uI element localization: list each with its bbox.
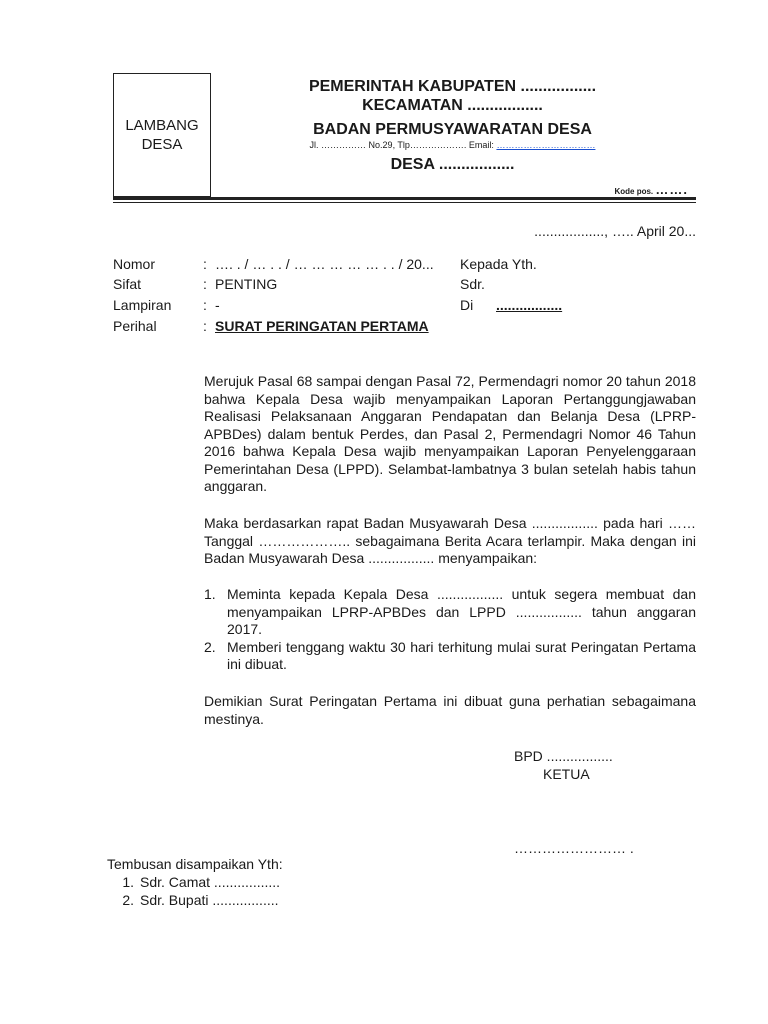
letterhead-divider-thin [113,202,696,203]
letterhead-village: DESA ................. [390,156,515,173]
sifat-value: PENTING [215,276,278,292]
postal-code-label: Kode pos. [614,187,654,196]
letterhead-bpd: BADAN PERMUSYAWARATAN DESA [313,121,592,138]
sifat-colon: : [203,276,207,292]
recipient-greeting: Kepada Yth. [460,256,537,272]
letterhead-divider-thick [113,197,696,200]
recipient-di-value: ................. [496,297,563,313]
closing-paragraph: Demikian Surat Peringatan Pertama ini dibuat guna perhatian sebagaimana mestinya. [204,693,696,727]
signature-title: KETUA [543,766,590,782]
list-item [204,639,696,674]
letter-date: .................., ….. April 20... [534,223,696,239]
list-item [110,891,280,909]
cc-list [110,873,280,909]
village-emblem-placeholder [113,73,211,197]
lampiran-colon: : [203,297,207,313]
list-item [110,873,280,891]
sifat-label: Sifat [113,276,142,292]
email-link[interactable]: …………………………… [496,140,596,150]
perihal-colon: : [203,318,207,334]
cc-item-number: 1. [122,874,134,890]
cc-item-text: Sdr. Camat ................. [140,874,281,890]
body-paragraph-2: Maka berdasarkan rapat Badan Musyawarah Desa ................. pada hari …… Tanggal ……………….. sebagaimana Berita Acara terlampir. Maka dengan ini Badan Musyawarah Desa ................. menyampaikan: [204,515,696,566]
list-item-number: 1. [204,586,216,602]
signature-org: BPD ................. [514,748,613,764]
letterhead-address [220,140,685,150]
letterhead-regency: PEMERINTAH KABUPATEN ................. [308,78,597,95]
lampiran-value: - [215,297,220,313]
cc-item-number: 2. [122,892,134,908]
letterhead-district: KECAMATAN ................. [362,97,543,114]
body-paragraph-1: Merujuk Pasal 68 sampai dengan Pasal 72, Permendagri nomor 20 tahun 2018 bahwa Kepala Desa wajib menyampaikan Laporan Pertanggungjawaban Realisasi Pelaksanaan Anggaran Pendapatan dan Belanja Desa (LPRP-APBDes) dalam bentuk Perdes, dan Pasal 2, Permendagri Nomor 46 Tahun 2016 bahwa Kepala Desa wajib menyampaikan Laporan Penyelenggaraan Pemerintahan Desa (LPPD). Selambat-lambatnya 3 bulan setelah habis tahun anggaran. [204,373,696,494]
request-list [204,586,696,674]
list-item-text: Memberi tenggang waktu 30 hari terhitung mulai surat Peringatan Pertama ini dibuat. [227,638,696,672]
recipient-name: Sdr. [460,276,485,292]
list-item [204,586,696,639]
lampiran-label: Lampiran [113,297,172,313]
postal-code-value: ……. [655,182,688,197]
nomor-colon: : [203,256,207,272]
nomor-value: …. . / … . . / … … … … … . . / 20... [215,256,434,272]
recipient-di-label: Di [460,297,474,313]
postal-code [560,182,688,197]
nomor-label: Nomor [113,256,156,272]
perihal-label: Perihal [113,318,157,334]
emblem-label-line1: LAMBANG [125,117,199,134]
cc-item-text: Sdr. Bupati ................. [140,892,279,908]
perihal-value: SURAT PERINGATAN PERTAMA [215,318,429,334]
emblem-label-line2: DESA [141,136,183,153]
cc-title: Tembusan disampaikan Yth: [107,856,283,872]
list-item-text: Meminta kepada Kepala Desa ................. untuk segera membuat dan menyampaikan LPRP-APBDes dan LPPD ................. tahun anggaran 2017. [227,586,696,637]
address-text: Jl. …………… No.29, Tlp………………. Email: [309,140,494,150]
list-item-number: 2. [204,638,216,655]
signature-name: …………………… . [514,840,634,856]
